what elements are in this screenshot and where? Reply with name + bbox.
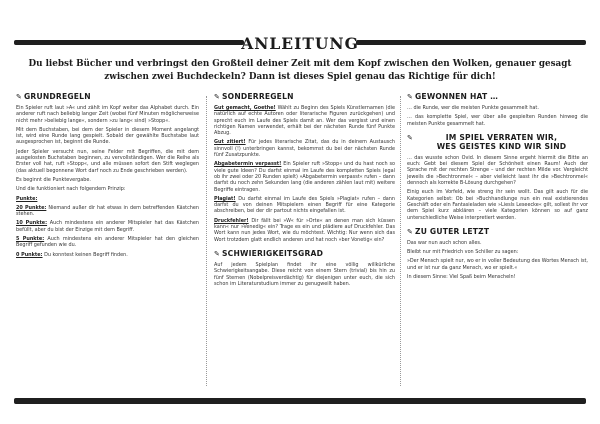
section-heading: ✎ GEWONNEN HAT … — [407, 92, 499, 101]
rule-item: 10 Punkte: Auch mindestens ein anderer Mitspieler hat das Kästchen befüllt, aber du bist der Einzige mit dem Begriff. — [16, 220, 199, 233]
column-gewonnen — [407, 92, 588, 283]
intro-text: Du liebst Bücher und verbringst den Großteil deiner Zeit mit dem Kopf zwischen den Wolken, genauer gesagt zwischen zwei Buchdeckeln? Dann ist dieses Spiel genau das Richtige für dich! — [28, 59, 572, 82]
rule-item: Plagiat! Du darfst einmal im Laufe des Spiels »Plagiat« rufen – dann darfst du von deinen Mitspielern einen Begriff für eine Kategorie abschreiben, bei der dir partout nichts eingefallen ist. — [214, 195, 395, 215]
paragraph: In diesem Sinne: Viel Spaß beim Menscheln! — [407, 274, 516, 281]
column-divider — [206, 96, 207, 386]
book-icon: ✎ — [16, 93, 23, 101]
points-label: Punkte: — [16, 195, 38, 202]
paragraph: Das war nun auch schon alles. — [407, 239, 482, 246]
paragraph: Mit dem Buchstaben, bei dem der Spieler in diesem Moment angelangt ist, wird eine Runde lang gespielt. Sobald der gewählte Buchstabe laut ausgesprochen ist, beginnt die Runde. — [16, 126, 199, 146]
rule-item: 5 Punkte: Auch mindestens ein anderer Mitspieler hat den gleichen Begriff gefunden wie du. — [16, 236, 199, 249]
rule-item: Druckfehler! Dir fällt bei »W« für »Orte« an denen man sich küssen kann« nur »Venedig« ein? Trage es ein und plädiere auf Druckfehler. Das Wort kann nun jedes Wort, wie du möchtest. Wichtig: Nur wenn sich das Wort trotzdem glatt endlich anderen und hat noch »ber Vonetig« ein? — [214, 217, 395, 243]
paragraph: Einig euch im Vorfeld, wie streng ihr sein wollt. Das gilt auch für die Kategorien selbst: Ob bei »Buchhandlunge nun ein real existierendes Geschäft oder ein Fantasieladen wie »Liesls Leseecke« gilt, sollest ihr vor dem Spiel kurz abklären – viele Kategorien können so auf ganz unterschiedliche Weise interpretiert werden. — [407, 189, 588, 221]
column-grundregeln — [16, 92, 199, 261]
section-heading: ✎ SONDERREGELN — [214, 92, 294, 101]
rule-item: Gut zitiert! Für jedes literarische Zitat, das du in deinem Austausch sinnvoll (!) unterbringen kannst, bekommst du bei der nächsten Runde fünf Zusatzpunkte. — [214, 139, 395, 159]
paragraph: Es beginnt die Punktevergabe. — [16, 176, 91, 183]
footer-rule — [14, 398, 586, 404]
book-icon: ✎ — [214, 249, 221, 258]
paragraph: Auf jedem Spielplan findet ihr eine völlig willkürliche Schwierigkeitsangabe. Diese reicht von einem Stern (trivial) bis hin zu fünf Sternen (Nobelpreisverdächtig) für diejenigen unter euch, die sich schon im Literaturstudium immer zu genugweilt haben. — [214, 261, 395, 287]
paragraph: … die Runde, wer die meisten Punkte gesammelt hat. — [407, 105, 539, 111]
section-heading: ✎ GRUNDREGELN — [16, 92, 91, 101]
quote: »Der Mensch spielt nur, wo er in voller Bedeutung des Wortes Mensch ist, und er ist nur da ganz Mensch, wo er spielt.« — [407, 258, 588, 271]
paragraph: … das wusste schon Ovid. In diesem Sinne ergeht hiermit die Bitte an euch: Gebt bei diesem Spiel der Schönheit einen Raum! Auch der Sprache mit der rechten Strenge – und der rechten Milde vor. Vergleicht jeweils die »Bechtronmel« – aber vielleicht lasst ihr die »Bechtronmel« dennoch als korrekte B-Lösung durchgehen? — [407, 154, 588, 187]
rule-item: 20 Punkte: Niemand außer dir hat etwas in dem betreffenden Kästchen stehen. — [16, 204, 199, 218]
rule-item: Gut gemacht, Goethe! Wählt zu Beginn des Spiels Künstlernamen (die natürlich auf echte Autoren oder literarische Figuren zurückgehen) und sprecht euch im Laufe des Spiels damit an. Wer das vergisst und einen richtigen Namen verwendet, erhält bei der nächsten Runde fünf Punkte Abzug. — [214, 105, 395, 137]
column-divider — [400, 96, 401, 386]
book-icon: ✎ — [214, 93, 221, 101]
paragraph: … das komplette Spiel, wer über alle gespielten Runden hinweg die meisten Punkte gesammelt hat. — [407, 114, 588, 127]
paragraph: Und die funktioniert nach folgendem Prinzip: — [16, 186, 126, 193]
column-sonderregeln — [214, 92, 395, 290]
section-heading: ✎ ZU GUTER LETZT — [407, 226, 490, 236]
book-icon: ✎ — [407, 93, 414, 101]
paragraph: Bleibt nur mit Friedrich von Schiller zu sagen: — [407, 249, 519, 256]
rule-item: 0 Punkte: Du konntest keinen Begriff finden. — [16, 251, 128, 258]
page-title: ANLEITUNG — [241, 34, 359, 53]
book-icon: ✎ — [407, 227, 414, 236]
section-heading: ✎ SCHWIERIGKEITSGRAD — [214, 248, 324, 258]
paragraph: Ein Spieler ruft laut »A« und zählt im Kopf weiter das Alphabet durch. Ein anderer ruft nach beliebig langer Zeit (wobei fünf Minuten möglicherweise nicht mehr »beliebig lange«, sondern »zu lang« sind) »Stopp«. — [16, 105, 199, 124]
rule-item: Abgabetermin verpasst! Ein Spieler ruft »Stopp« und du hast noch so viele gute Ideen? Du darfst einmal im Laufe des kompletten Spiels (egal ob ihr zwei oder 20 Runden spielt) »Abgabetermin verpasst« rufen – dann darfst du noch zehn Sekunden lang (die anderen zählen laut mit) weitere Begriffe eintragen. — [214, 161, 395, 193]
paragraph: Jeder Spieler versucht nun, seine Felder mit Begriffen, die mit dem ausgelosten Buchstaben beginnen, zu vervollständigen. Wer die Reihe als Erster voll hat, ruft »Stopp«, und alle müssen sofort den Stift weglegen (das aktuell begonnene Wort darf noch zu Ende geschrieben werden). — [16, 148, 199, 174]
book-icon: ✎ — [407, 133, 414, 142]
section-heading: ✎ IM SPIEL VERRATEN WIR, WES GEISTES KIND WIR SIND — [407, 132, 567, 151]
